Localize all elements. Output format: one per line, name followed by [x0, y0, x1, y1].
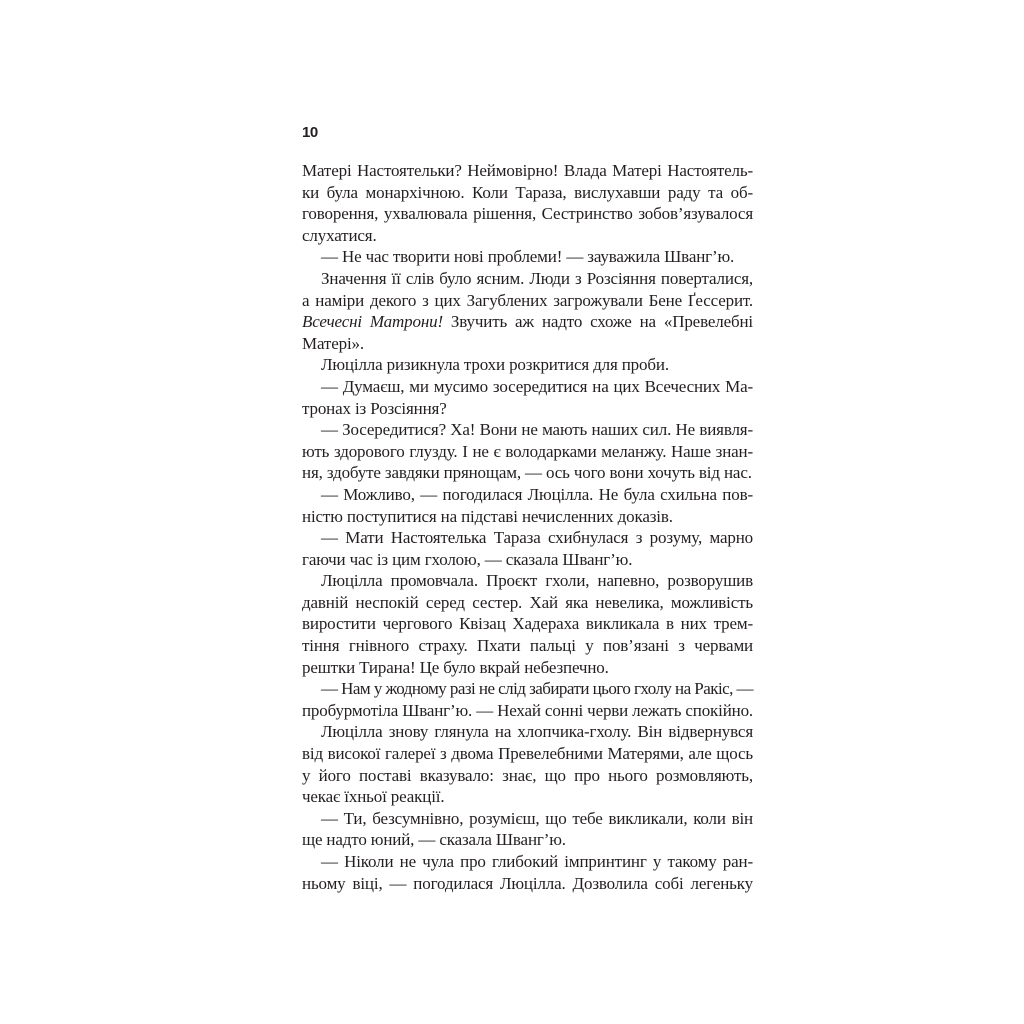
text-line: — Можливо, — погодилася Люцілла. Не була схильна пов-: [321, 484, 753, 504]
line-text: Звучить аж надто схоже на «Превелебні: [442, 312, 753, 332]
text-line: [302, 311, 753, 333]
text-line: виростити чергового Квізац Хадераха викликала в них трем-: [302, 614, 753, 634]
italic-emphasis: Всечесні Матрони!: [302, 312, 443, 332]
text-line: гаючи час із цим гхолою, — сказала Шванг’ю.: [302, 549, 633, 569]
text-line: давній неспокій серед сестер. Хай яка невелика, можливість: [302, 592, 753, 612]
text-line: рештки Тирана! Це було вкрай небезпечно.: [302, 657, 609, 677]
text-line: Матері Настоятельки? Неймовірно! Влада Матері Настоятель-: [302, 161, 753, 180]
text-line: Люцілла ризикнула трохи розкритися для проби.: [321, 355, 669, 375]
text-line: — Мати Настоятелька Тараза схибнулася з розуму, марно: [321, 528, 753, 548]
text-line: — Ти, безсумнівно, розумієш, що тебе викликали, коли він: [321, 808, 753, 828]
text-line: Люцілла знову глянула на хлопчика-гхолу. Він відвернувся: [321, 722, 753, 742]
text-line: ністю поступитися на підставі нечисленних доказів.: [302, 506, 673, 526]
text-line: ня, здобуте завдяки прянощам, — ось чого вони хочуть від нас.: [302, 463, 752, 483]
text-line: ють здорового глузду. І не є володарками меланжу. Наше знан-: [302, 441, 753, 461]
text-line: ще надто юний, — сказала Шванг’ю.: [302, 830, 566, 850]
text-line: у його поставі вказувало: знає, що про нього розмовляють,: [302, 765, 753, 785]
text-line: Люцілла промовчала. Проєкт гхоли, напевно, розворушив: [321, 571, 753, 591]
text-line: тронах із Розсіяння?: [302, 398, 447, 418]
page-number: 10: [302, 124, 318, 141]
text-line: чекає їхньої реакції.: [302, 787, 445, 807]
text-line: від високої галереї з двома Превелебними Матерями, але щось: [302, 744, 753, 764]
text-line: — Нам у жодному разі не слід забирати цього гхолу на Ракіс, —: [321, 679, 753, 699]
text-line: Значення її слів було ясним. Люди з Розсіяння поверталися,: [321, 268, 753, 288]
text-line: — Не час творити нові проблеми! — зауважила Шванг’ю.: [321, 247, 735, 267]
text-line: ки була монархічною. Коли Тараза, вислухавши раду та об-: [302, 182, 753, 202]
text-line: слухатися.: [302, 225, 377, 245]
text-line: говорення, ухвалювала рішення, Сестринство зобов’язувалося: [302, 204, 753, 224]
text-line: ньому віці, — погодилася Люцілла. Дозволила собі легеньку: [302, 873, 753, 893]
body-text: [302, 160, 753, 894]
text-line: Матері».: [302, 333, 364, 353]
text-line: — Думаєш, ми мусимо зосередитися на цих Всечесних Ма-: [321, 376, 753, 396]
text-line: а наміри декого з цих Загублених загрожували Бене Ґессерит.: [302, 290, 753, 310]
text-line: пробурмотіла Шванг’ю. — Нехай сонні черви лежать спокійно.: [302, 700, 753, 720]
text-line: — Ніколи не чула про глибокий імпринтинг у такому ран-: [321, 852, 753, 871]
text-line: тіння гнівного страху. Пхати пальці у пов’язані з червами: [302, 636, 753, 656]
text-line: — Зосередитися? Ха! Вони не мають наших сил. Не виявля-: [321, 420, 753, 440]
